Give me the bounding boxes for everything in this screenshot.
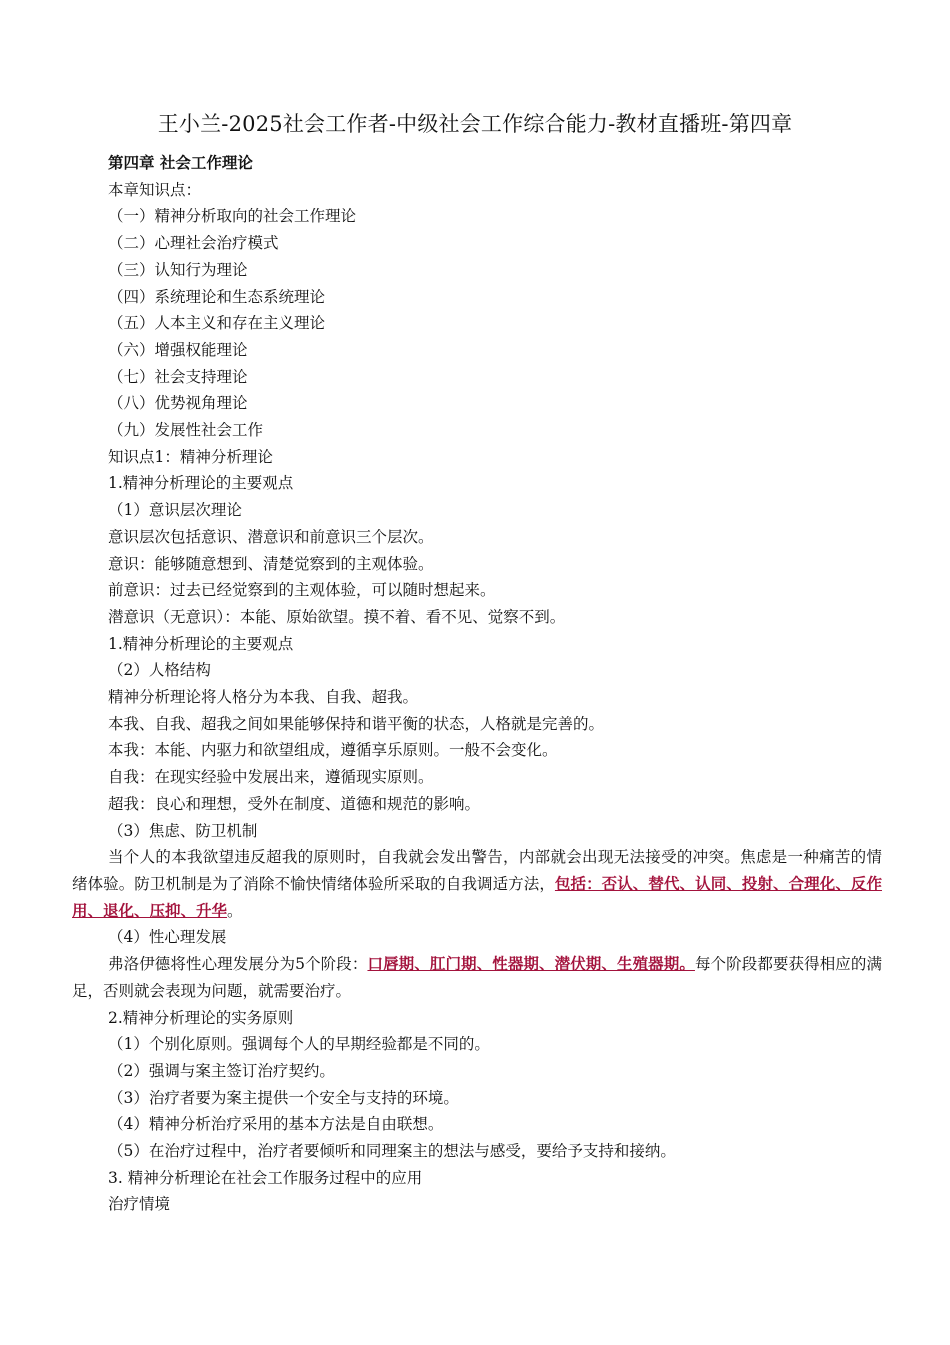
subsection-heading: （1）意识层次理论	[108, 501, 242, 520]
anxiety-end: 。	[227, 901, 243, 920]
section-heading: 1.精神分析理论的主要观点	[108, 474, 294, 493]
section-heading: 1.精神分析理论的主要观点	[108, 634, 294, 653]
section-heading: 3. 精神分析理论在社会工作服务过程中的应用	[108, 1168, 423, 1187]
toc-item: （三）认知行为理论	[108, 260, 248, 279]
principle-item: （3）治疗者要为案主提供一个安全与支持的环境。	[108, 1088, 459, 1107]
knowledge-point-heading: 知识点1：精神分析理论	[108, 447, 273, 466]
subsection-heading: （4）性心理发展	[108, 928, 227, 947]
psychosexual-paragraph	[72, 951, 882, 1004]
section-heading: 2.精神分析理论的实务原则	[108, 1008, 294, 1027]
toc-item: （六）增强权能理论	[108, 340, 248, 359]
document-title: 王小兰-2025社会工作者-中级社会工作综合能力-教材直播班-第四章	[157, 112, 793, 136]
principle-item: （1）个别化原则。强调每个人的早期经验都是不同的。	[108, 1035, 490, 1054]
principle-item: （4）精神分析治疗采用的基本方法是自由联想。	[108, 1115, 444, 1134]
anxiety-text: 当个人的本我欲望违反超我的原则时，自我就会发出警告，内部就会出现无法接受的冲突。焦虑是一种痛苦的情绪体验。防卫机制是为了消除不愉快情绪体验所采取的自我调适方法，	[72, 848, 882, 893]
body-line: 自我：在现实经验中发展出来，遵循现实原则。	[108, 768, 434, 787]
toc-item: （五）人本主义和存在主义理论	[108, 314, 326, 333]
toc-item: （二）心理社会治疗模式	[108, 234, 279, 253]
principle-item: （5）在治疗过程中，治疗者要倾听和同理案主的想法与感受，要给予支持和接纳。	[108, 1142, 676, 1161]
principle-item: （2）强调与案主签订治疗契约。	[108, 1061, 335, 1080]
body-line: 精神分析理论将人格分为本我、自我、超我。	[108, 688, 419, 707]
subsection-heading: （3）焦虑、防卫机制	[108, 821, 258, 840]
toc-item: （四）系统理论和生态系统理论	[108, 287, 326, 306]
psychosexual-end: 每个阶段都要获得相应的满足，否则就会表现为问题，就需要治疗。	[72, 955, 882, 1000]
intro-line: 本章知识点：	[108, 180, 202, 199]
body-line: 本我：本能、内驱力和欲望组成，遵循享乐原则。一般不会变化。	[108, 741, 558, 760]
subsection-heading: （2）人格结构	[108, 661, 211, 680]
chapter-heading: 第四章 社会工作理论	[108, 153, 253, 172]
psychosexual-stages-highlight: 口唇期、肛门期、性器期、潜伏期、生殖器期。	[367, 954, 695, 974]
toc-item: （九）发展性社会工作	[108, 421, 264, 440]
body-line: 本我、自我、超我之间如果能够保持和谐平衡的状态，人格就是完善的。	[108, 714, 605, 733]
toc-item: （一）精神分析取向的社会工作理论	[108, 207, 357, 226]
body-line: 意识：能够随意想到、清楚觉察到的主观体验。	[108, 554, 434, 573]
document-body	[72, 150, 882, 1218]
body-line: 意识层次包括意识、潜意识和前意识三个层次。	[108, 527, 434, 546]
body-line: 潜意识（无意识）：本能、原始欲望。摸不着、看不见、觉察不到。	[108, 607, 566, 626]
toc-item: （八）优势视角理论	[108, 394, 248, 413]
psychosexual-text: 弗洛伊德将性心理发展分为5个阶段：	[108, 955, 368, 974]
anxiety-paragraph	[72, 844, 882, 924]
body-line: 超我：良心和理想，受外在制度、道德和规范的影响。	[108, 794, 481, 813]
toc-item: （七）社会支持理论	[108, 367, 248, 386]
body-line: 前意识：过去已经觉察到的主观体验，可以随时想起来。	[108, 581, 496, 600]
body-line: 治疗情境	[108, 1195, 171, 1214]
defense-mechanisms-highlight: 包括：否认、替代、认同、投射、合理化、反作用、退化、压抑、升华	[72, 873, 882, 920]
